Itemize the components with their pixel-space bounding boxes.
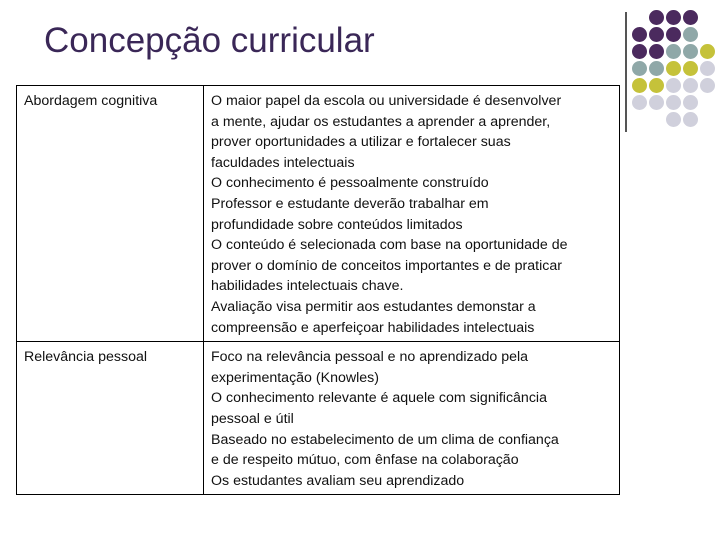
decorative-dot bbox=[683, 95, 698, 110]
decorative-dot bbox=[632, 95, 647, 110]
row-description-cell bbox=[204, 342, 620, 495]
decorative-dot bbox=[700, 61, 715, 76]
row-label: Abordagem cognitiva bbox=[24, 93, 158, 109]
description-line: faculdades intelectuais bbox=[211, 154, 355, 171]
decorative-dot bbox=[683, 44, 698, 59]
table-row bbox=[17, 342, 620, 495]
row-label-cell bbox=[17, 86, 204, 342]
row-description-cell bbox=[204, 86, 620, 342]
decorative-dot bbox=[632, 78, 647, 93]
description-line: Avaliação visa permitir aos estudantes demonstar a bbox=[211, 298, 536, 315]
description-line: a mente, ajudar os estudantes a aprender a aprender, bbox=[211, 113, 551, 130]
decorative-dot bbox=[666, 44, 681, 59]
slide-title: Concepção curricular bbox=[44, 21, 375, 60]
decorative-dot bbox=[683, 27, 698, 42]
table-row bbox=[17, 86, 620, 342]
description-line: O conhecimento é pessoalmente construído bbox=[211, 175, 489, 192]
decorative-dot bbox=[666, 112, 681, 127]
description-line: Os estudantes avaliam seu aprendizado bbox=[211, 472, 465, 489]
description-line: experimentação (Knowles) bbox=[211, 369, 379, 386]
decorative-dot bbox=[666, 78, 681, 93]
decorative-dot bbox=[700, 44, 715, 59]
decorative-dot bbox=[666, 95, 681, 110]
decorative-dot bbox=[683, 10, 698, 25]
curriculum-table bbox=[16, 85, 620, 495]
decorative-dot bbox=[649, 61, 664, 76]
decorative-dot bbox=[666, 61, 681, 76]
decorative-dot bbox=[649, 78, 664, 93]
description-line: profundidade sobre conteúdos limitados bbox=[211, 216, 463, 233]
description-line: habilidades intelectuais chave. bbox=[211, 278, 404, 295]
decorative-dot bbox=[649, 10, 664, 25]
decorative-dot bbox=[632, 27, 647, 42]
curriculum-table-body bbox=[17, 86, 620, 495]
description-line: compreensão e aperfeiçoar habilidades intelectuais bbox=[211, 319, 535, 336]
decorative-dot bbox=[666, 10, 681, 25]
description-line: prover oportunidades a utilizar e fortalecer suas bbox=[211, 134, 511, 151]
decorative-dot bbox=[666, 27, 681, 42]
decorative-dot bbox=[632, 44, 647, 59]
decorative-dot bbox=[649, 44, 664, 59]
description-line: prover o domínio de conceitos importantes e de praticar bbox=[211, 257, 562, 274]
decorative-divider-line bbox=[625, 12, 627, 132]
row-label: Relevância pessoal bbox=[24, 349, 148, 366]
row-label-cell bbox=[17, 342, 204, 495]
decorative-dot bbox=[649, 95, 664, 110]
description-line: O conteúdo é selecionada com base na oportunidade de bbox=[211, 237, 568, 254]
description-line: pessoal e útil bbox=[211, 410, 294, 427]
description-line: Foco na relevância pessoal e no aprendizado pela bbox=[211, 349, 529, 366]
description-line: O maior papel da escola ou universidade é desenvolver bbox=[211, 93, 562, 109]
decorative-dot bbox=[700, 78, 715, 93]
decorative-dot bbox=[683, 61, 698, 76]
description-line: O conhecimento relevante é aquele com significância bbox=[211, 390, 547, 407]
decorative-dot bbox=[683, 112, 698, 127]
description-line: e de respeito mútuo, com ênfase na colaboração bbox=[211, 452, 519, 469]
decorative-dot bbox=[649, 27, 664, 42]
decorative-dot bbox=[632, 61, 647, 76]
description-line: Baseado no estabelecimento de um clima de confiança bbox=[211, 431, 559, 448]
description-line: Professor e estudante deverão trabalhar em bbox=[211, 195, 489, 212]
decorative-dot bbox=[683, 78, 698, 93]
